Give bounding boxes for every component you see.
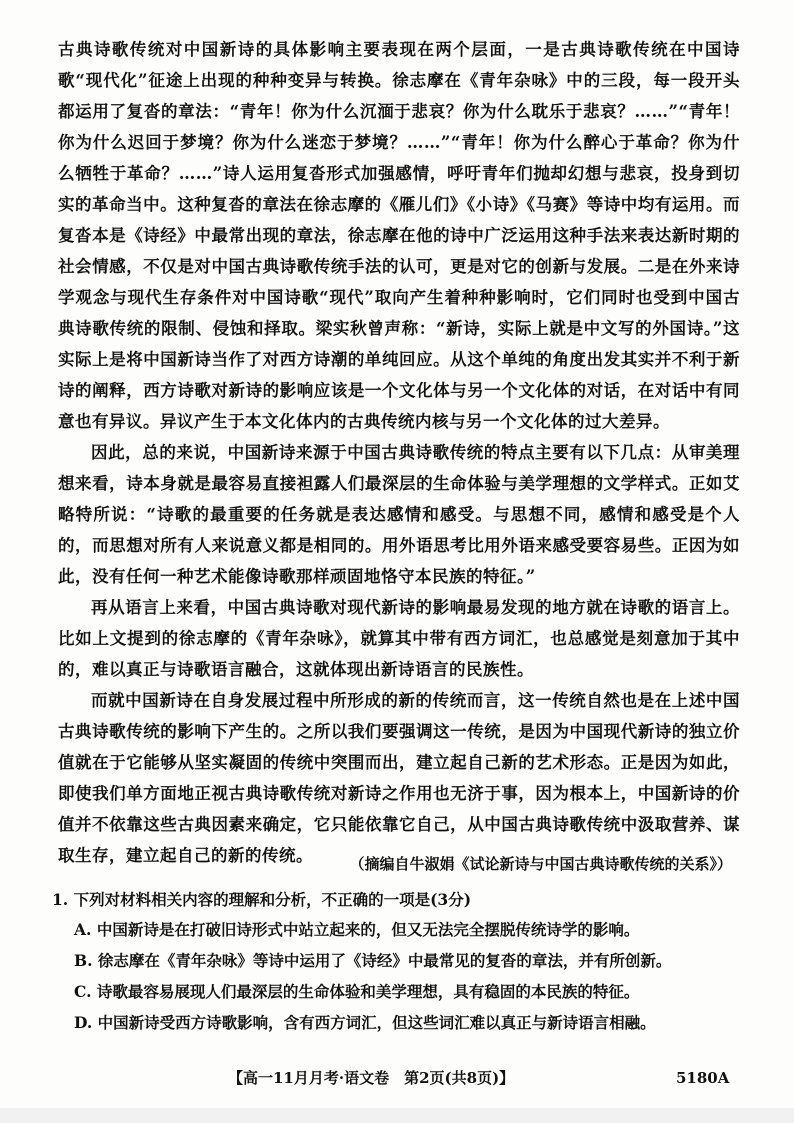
option-c: C. 诗歌最容易展现人们最深层的生命体验和美学理想，具有稳固的本民族的特征。 — [74, 982, 640, 1001]
option-d: D. 中国新诗受西方诗歌影响，含有西方词汇，但这些词汇难以真正与新诗语言相融。 — [74, 1013, 656, 1032]
exam-info: 【高一11月月考·语文卷 第2页(共8页)】 — [228, 1069, 515, 1087]
option-a: A. 中国新诗是在打破旧诗形式中站立起来的，但又无法完全摆脱传统诗学的影响。 — [74, 920, 640, 939]
question-1 — [52, 886, 742, 1038]
article-source: （摘编自牛淑娟《试论新诗与中国古典诗歌传统的关系》） — [349, 855, 732, 873]
question-stem: 1. 下列对材料相关内容的理解和分析，不正确的一项是(3分) — [52, 890, 472, 909]
article-paragraph-1: 古典诗歌传统对中国新诗的具体影响主要表现在两个层面，一是古典诗歌传统在中国诗歌“现代化”征途上出现的种种变异与转换。徐志摩在《青年杂咏》中的三段，每一段开头都运用了复沓的章法：“青年！你为什么沉湎于悲哀？你为什么耽乐于悲哀？……”“青年！你为什么迟回于梦境？你为什么迷恋于梦境？……”“青年！你为什么醉心于革命？你为什么牺牲于革命？……”诗人运用复沓形式加强感情，呼吁青年们抛却幻想与悲哀，投身到切实的革命当中。这种复沓的章法在徐志摩的《雁儿们》《小诗》《马赛》等诗中均有运用。而复沓本是《诗经》中最常出现的章法，徐志摩在他的诗中广泛运用这种手法来表达新时期的社会情感，不仅是对中国古典诗歌传统手法的认可，更是对它的创新与发展。二是在外来诗学观念与现代生存条件对中国诗歌“现代”取向产生着种种影响时，它们同时也受到中国古典诗歌传统的限制、侵蚀和择取。梁实秋曾声称：“新诗，实际上就是中文写的外国诗。”这实际上是将中国新诗当作了对西方诗潮的单纯回应。从这个单纯的角度出发其实并不利于新诗的阐释，西方诗歌对新诗的影响应该是一个文化体与另一个文化体的对话，在对话中有同意也有异议。异议产生于本文化体内的古典传统内核与另一个文化体的过大差异。 — [58, 40, 740, 431]
question-options — [52, 914, 742, 1038]
page-footer — [0, 1066, 794, 1090]
article-body — [58, 34, 740, 871]
scan-edge — [0, 1108, 794, 1123]
option-b: B. 徐志摩在《青年杂咏》等诗中运用了《诗经》中最常见的复沓的章法，并有所创新。 — [74, 951, 672, 970]
article-paragraph-3: 再从语言上来看，中国古典诗歌对现代新诗的影响最易发现的地方就在诗歌的语言上。比如上文提到的徐志摩的《青年杂咏》，就算其中带有西方词汇，也总感觉是刻意加于其中的，难以真正与诗歌语言融合，这就体现出新诗语言的民族性。 — [58, 598, 740, 679]
article-paragraph-2: 因此，总的来说，中国新诗来源于中国古典诗歌传统的特点主要有以下几点：从审美理想来看，诗本身就是最容易直接袒露人们最深层的生命体验与美学理想的文学样式。正如艾略特所说：“诗歌的最重要的任务就是表达感情和感受。与思想不同，感情和感受是个人的，而思想对所有人来说意义都是相同的。用外语思考比用外语来感受要容易些。正因为如此，没有任何一种艺术能像诗歌那样顽固地恪守本民族的特征。” — [58, 443, 740, 586]
article-paragraph-4: 而就中国新诗在自身发展过程中所形成的新的传统而言，这一传统自然也是在上述中国古典诗歌传统的影响下产生的。之所以我们要强调这一传统，是因为中国现代新诗的独立价值就在于它能够从坚实凝固的传统中突围而出，建立起自己新的艺术形态。正是因为如此，即使我们单方面地正视古典诗歌传统对新诗之作用也无济于事，因为根本上，中国新诗的价值并不依靠这些古典因素来确定，它只能依靠它自己，从中国古典诗歌传统中汲取营养、谋取生存，建立起自己的新的传统。 — [58, 691, 740, 865]
paper-code: 5180A — [676, 1069, 730, 1087]
